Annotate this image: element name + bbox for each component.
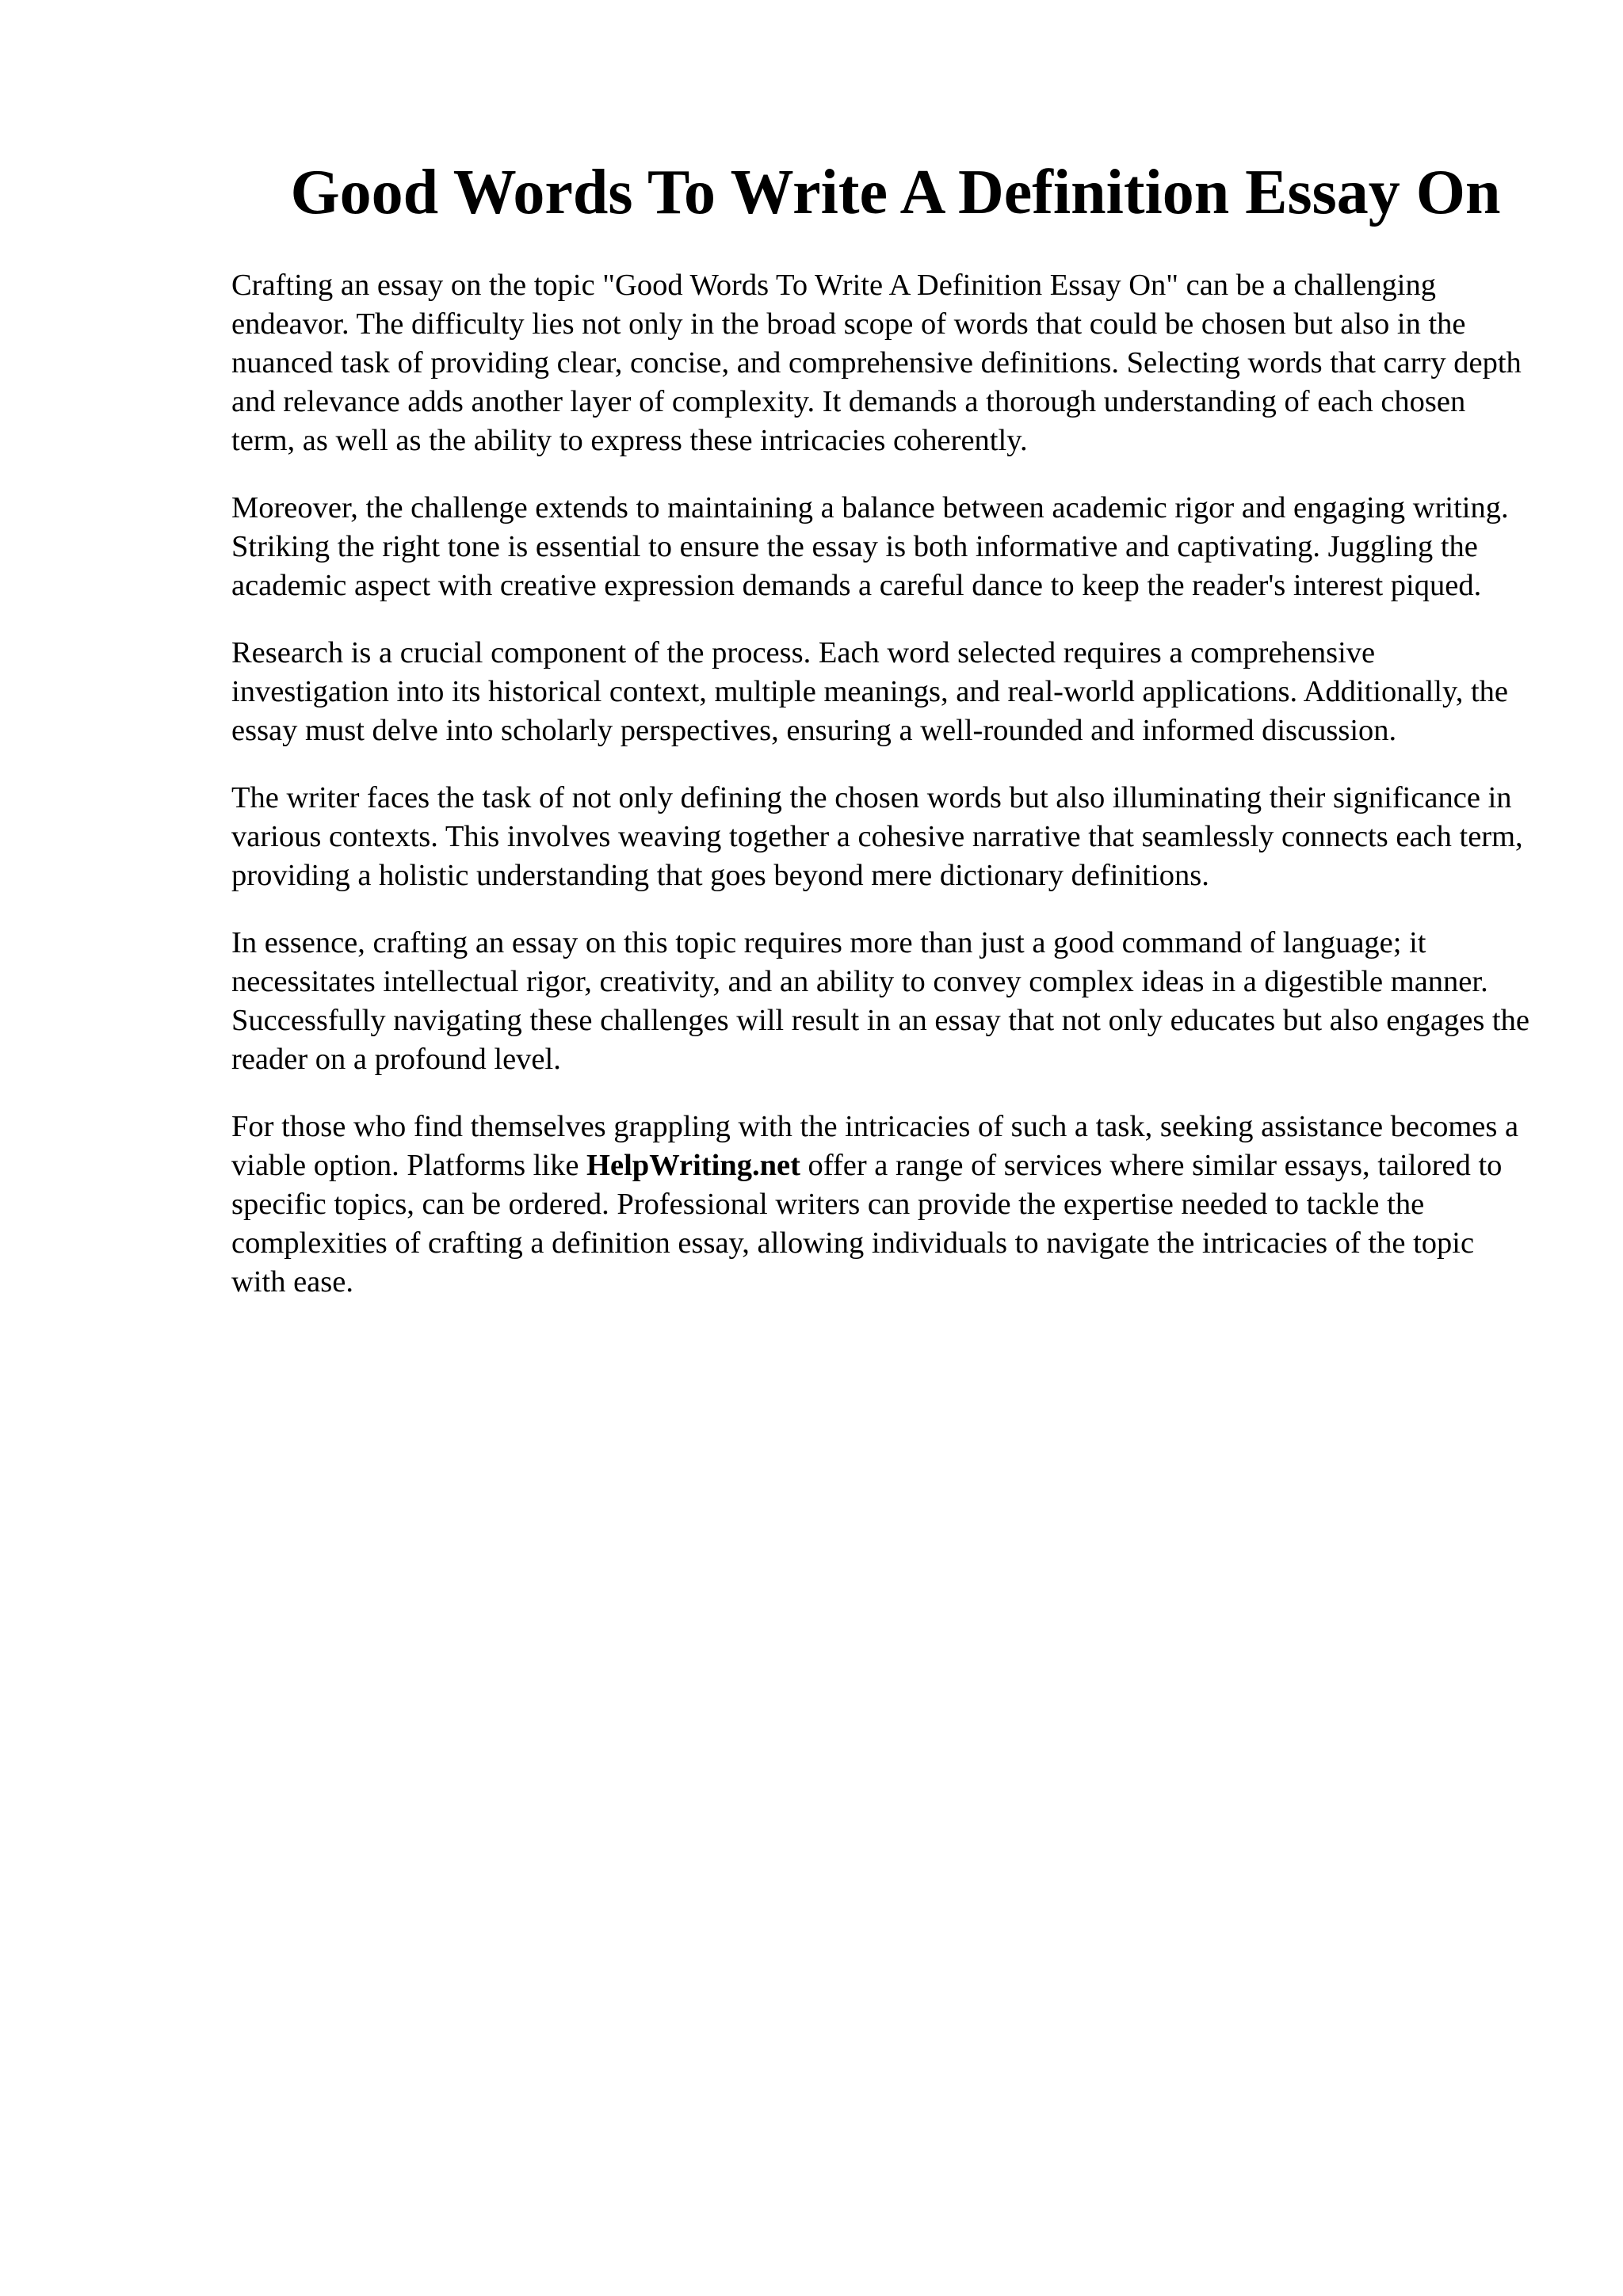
document-title: Good Words To Write A Definition Essay On xyxy=(290,158,1501,227)
paragraph-1: Crafting an essay on the topic "Good Words To Write A Definition Essay On" can be a challenging endeavor. The difficulty lies not only in the broad scope of words that could be chosen but also in the nuanced task of providing clear, concise, and comprehensive definitions. Selecting words that carry depth and relevance adds another layer of complexity. It demands a thorough understanding of each chosen term, as well as the ability to express these intricacies coherently. xyxy=(231,269,1522,457)
document-body xyxy=(231,266,1531,1330)
paragraph-6-before: For those who find themselves grappling with the intricacies of such a task, seeking assistance becomes a viable option. Platforms like xyxy=(231,1110,1519,1182)
paragraph-5: In essence, crafting an essay on this topic requires more than just a good command of language; it necessitates intellectual rigor, creativity, and an ability to convey complex ideas in a digestible manner. Successfully navigating these challenges will result in an essay that not only educates but also engages the reader on a profound level. xyxy=(231,926,1529,1076)
paragraph-6 xyxy=(231,1108,1531,1302)
paragraph-6-after: offer a range of services where similar essays, tailored to specific topics, can be ordered. Professional writers can provide the expertise needed to tackle the complexities of crafting a definition essay, allowing individuals to navigate the intricacies of the topic with ease. xyxy=(231,1149,1503,1299)
paragraph-4: The writer faces the task of not only defining the chosen words but also illuminating their significance in various contexts. This involves weaving together a cohesive narrative that seamlessly connects each term, providing a holistic understanding that goes beyond mere dictionary definitions. xyxy=(231,781,1523,892)
helpwriting-link[interactable]: HelpWriting.net xyxy=(586,1149,800,1182)
paragraph-2: Moreover, the challenge extends to maintaining a balance between academic rigor and engaging writing. Striking the right tone is essential to ensure the essay is both informative and captivating. Juggling the academic aspect with creative expression demands a careful dance to keep the reader's interest piqued. xyxy=(231,491,1509,602)
paragraph-3: Research is a crucial component of the process. Each word selected requires a comprehensive investigation into its historical context, multiple meanings, and real-world applications. Additionally, the essay must delve into scholarly perspectives, ensuring a well-rounded and informed discussion. xyxy=(231,636,1508,747)
